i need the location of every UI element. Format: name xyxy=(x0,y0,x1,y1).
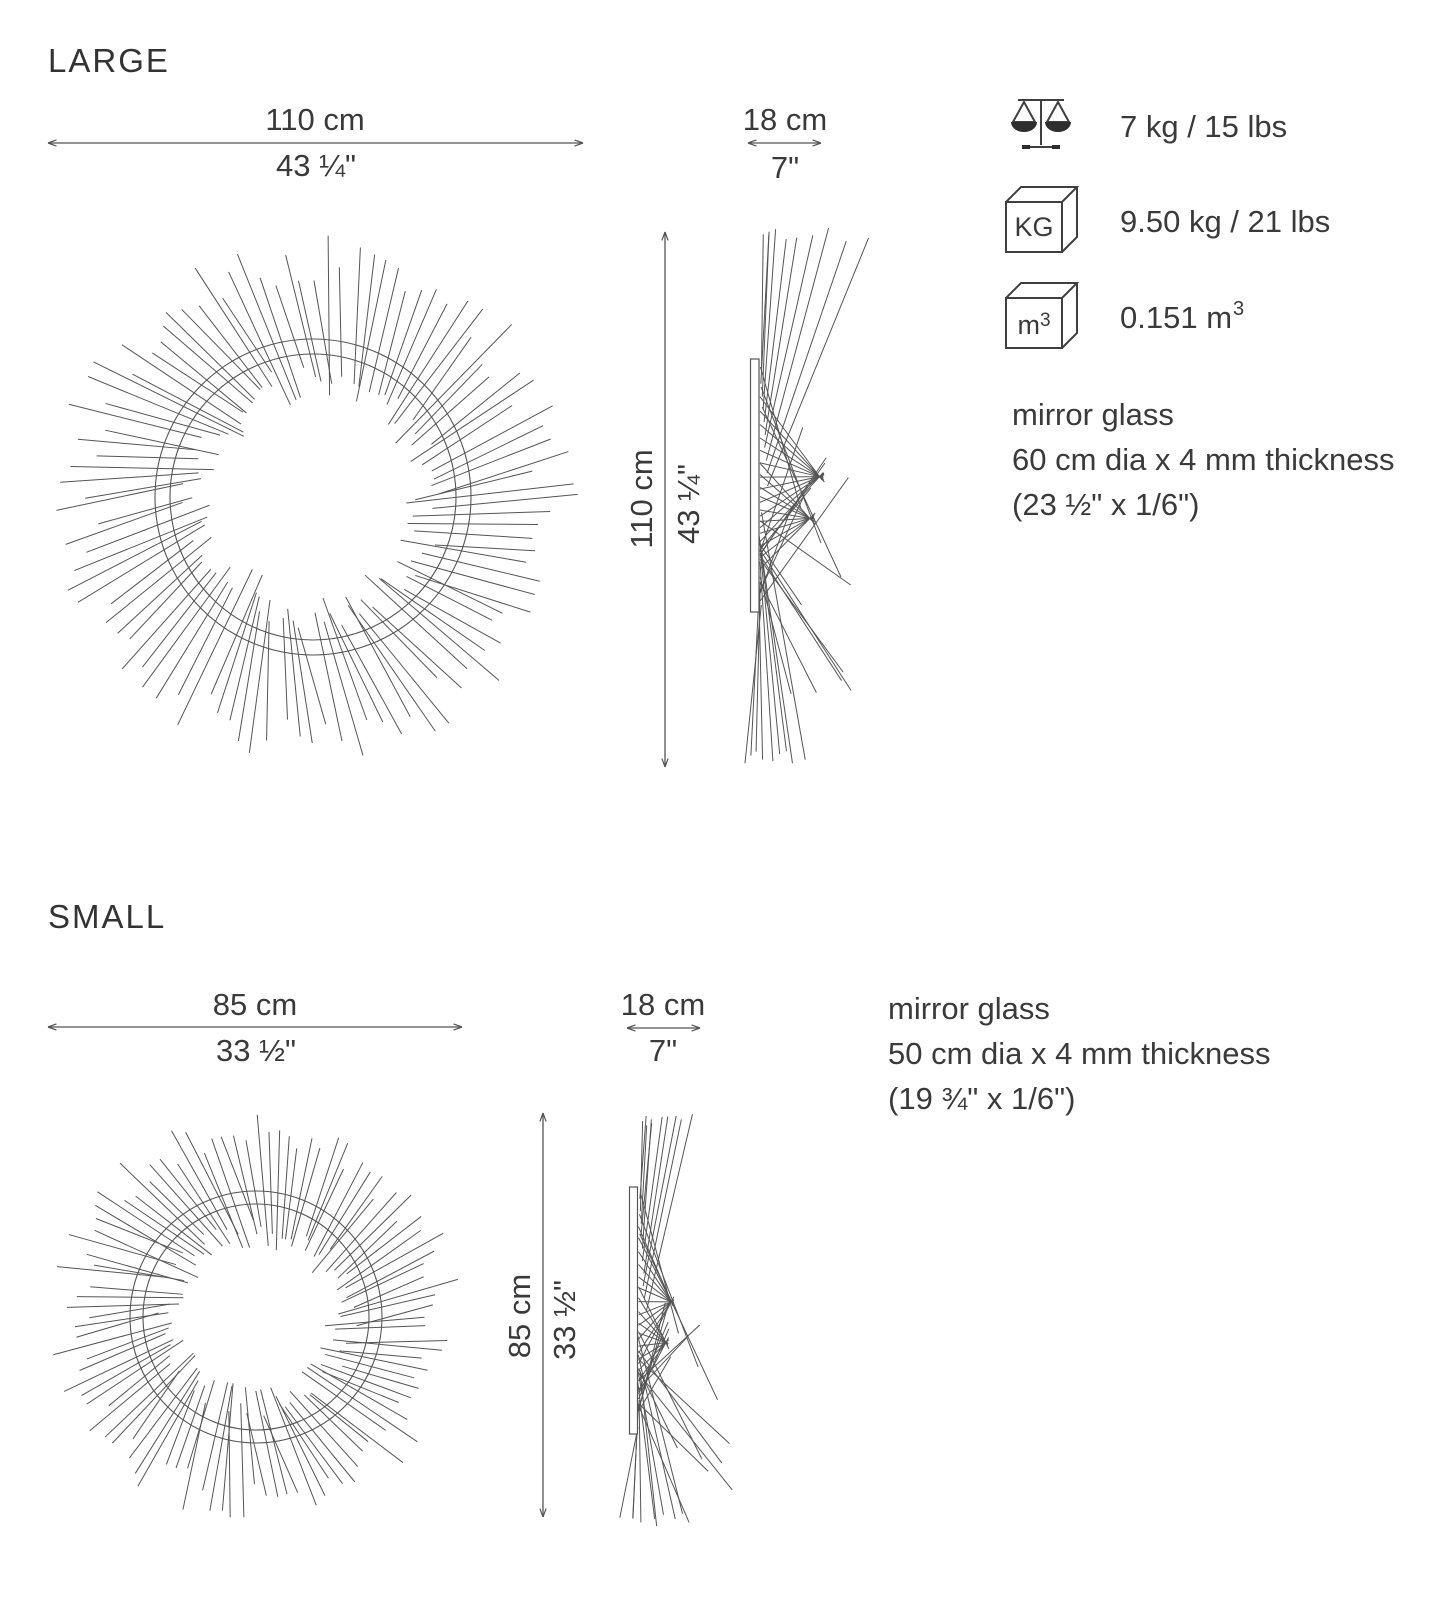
small-depth-dimension-line xyxy=(627,1025,700,1031)
large-height-metric-label: 110 cm xyxy=(624,449,659,549)
small-mirror-glass-specs xyxy=(888,986,1270,1121)
small-depth-metric-label: 18 cm xyxy=(620,987,706,1022)
large-section-title: LARGE xyxy=(48,42,170,79)
small-width-imperial-label: 33 ½" xyxy=(216,1033,296,1068)
spec-line: (23 ½" x 1/6") xyxy=(1012,487,1200,522)
large-front-view-drawing xyxy=(56,236,577,756)
small-side-view-drawing xyxy=(620,1114,732,1526)
large-height-dimension-line xyxy=(662,232,668,767)
large-depth-imperial-label: 7" xyxy=(770,150,800,185)
spec-line: (19 ¾" x 1/6") xyxy=(888,1081,1076,1116)
small-height-metric-label: 85 cm xyxy=(502,1273,537,1359)
small-height-imperial-label: 33 ½" xyxy=(547,1280,582,1360)
large-side-view-drawing xyxy=(745,228,869,763)
small-width-metric-label: 85 cm xyxy=(212,987,298,1022)
large-width-imperial-label: 43 ¼" xyxy=(276,148,356,183)
volume-cube-icon xyxy=(1004,280,1082,350)
spec-line: mirror glass xyxy=(1012,397,1174,432)
volume-value: 0.151 $m^3$ xyxy=(1120,297,1245,336)
large-width-metric-label: 110 cm xyxy=(265,102,365,137)
large-depth-dimension-line xyxy=(748,140,821,146)
spec-line: mirror glass xyxy=(888,991,1050,1026)
svg-text:m3: $m^3$ xyxy=(1017,310,1051,340)
large-width-dimension-line xyxy=(48,140,583,146)
large-height-imperial-label: 43 ¼" xyxy=(671,464,706,544)
spec-line: 60 cm dia x 4 mm thickness xyxy=(1012,442,1395,477)
product-weight-value: 7 kg / 15 lbs xyxy=(1120,109,1288,144)
small-height-dimension-line xyxy=(540,1113,546,1517)
packed-weight-cube-icon xyxy=(1004,184,1082,254)
svg-text:KG: KG xyxy=(1014,212,1054,242)
large-mirror-glass-specs xyxy=(1012,392,1394,527)
small-front-view-drawing xyxy=(53,1115,458,1518)
volume-exponent: 3 xyxy=(1233,297,1245,320)
small-section-title: SMALL xyxy=(48,898,167,935)
small-width-dimension-line xyxy=(48,1024,462,1030)
spec-line: 50 cm dia x 4 mm thickness xyxy=(888,1036,1271,1071)
weight-scale-icon xyxy=(1006,94,1076,158)
packed-weight-value: 9.50 kg / 21 lbs xyxy=(1120,204,1331,239)
small-depth-imperial-label: 7" xyxy=(648,1033,678,1068)
large-depth-metric-label: 18 cm xyxy=(742,102,828,137)
